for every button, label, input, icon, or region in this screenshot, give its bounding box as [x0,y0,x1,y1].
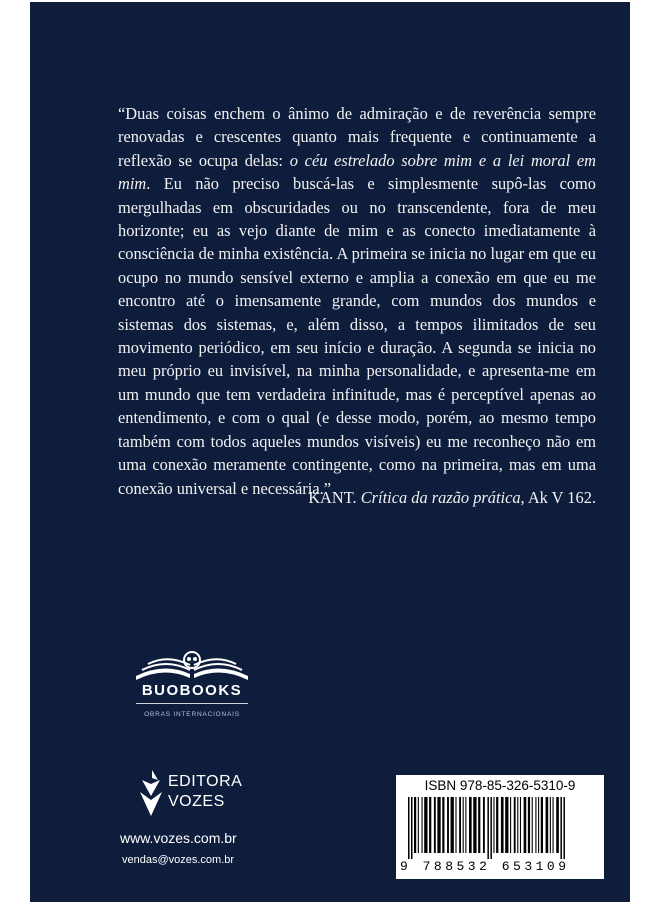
barcode-bars [408,797,598,859]
publisher-line-2: VOZES [168,793,225,810]
barcode-digits: 9 788532 653109 [400,859,570,874]
divider [136,703,248,704]
buobooks-tagline: OBRAS INTERNACIONAIS [144,711,240,718]
back-cover [30,2,630,902]
publisher-name [168,772,242,812]
attribution-author: KANT. [308,488,357,507]
quote-italic-phrase: o céu estrelado sobre mim e a lei moral em mim [118,150,596,194]
attribution-ref: , Ak V 162. [520,488,596,507]
publisher-website[interactable]: www.vozes.com.br [120,830,237,846]
buobooks-name: BUOBOOKS [141,682,243,699]
quote-attribution [118,488,596,508]
quote-text-end: . Eu não preciso buscá-las e simplesmente supô-las como mergulhadas em obscuridades ou no transcendente, fora de meu horizonte; eu as vejo diante de mim e as conecto imediatamente à consciência de minha existência. A primeira se inicia no lugar em que eu ocupo no mundo sensível externo e amplia a conexão em que eu me encontro até o imensamente grande, com mundos dos mundos e sistemas dos sistemas, e, além disso, a tempos ilimitados de seu movimento periódico, em seu início e duração. A segunda se inicia no meu próprio eu invisível, na minha personalidade, e apresenta-me em um mundo que tem verdadeira infinitude, mas é perceptível apenas ao entendimento, e com o qual (e desse modo, porém, ao mesmo tempo também com todos aqueles mundos visíveis) eu me reconheço não em uma conexão meramente contingente, como na primeira, mas em uma conexão universal e necessária.” [118,174,596,498]
publisher-line-1: EDITORA [168,773,243,790]
quote-text-start: “Duas coisas enchem o ânimo de admiração e de reverência sempre renovadas e crescentes quanto mais frequente e continuamente a reflexão se ocupa delas: [118,104,596,170]
editora-vozes-logo [138,770,258,818]
buobooks-badge [128,650,256,718]
attribution-title: Crítica da razão prática [360,488,521,507]
isbn-label: ISBN 978-85-326-5310-9 [424,778,576,793]
publisher-email[interactable]: vendas@vozes.com.br [122,854,235,866]
vozes-flame-icon [138,770,164,816]
isbn-barcode [396,775,604,879]
kant-quote [118,102,596,500]
open-book-owl-icon [128,650,256,680]
